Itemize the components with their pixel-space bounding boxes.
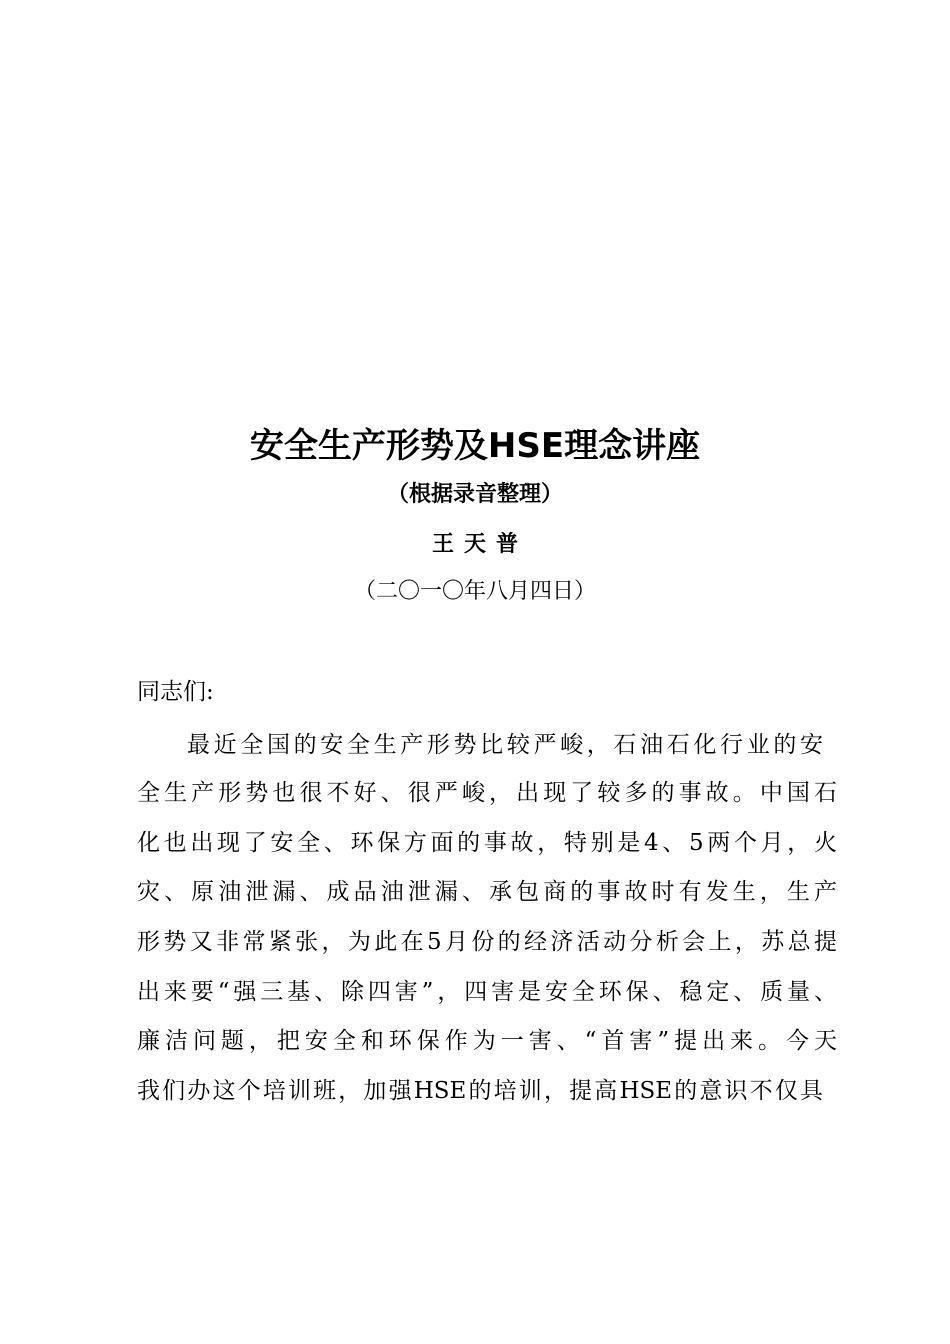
body-line: 廉洁问题，把安全和环保作为一害、“首害”提出来。今天 <box>137 1028 837 1054</box>
body-line: 全生产形势也很不好、很严峻，出现了较多的事故。中国石 <box>137 780 837 806</box>
body-line: 最近全国的安全生产形势比较严峻，石油石化行业的安 <box>187 732 823 758</box>
body-line: 化也出现了安全、环保方面的事故，特别是4、5两个月，火 <box>137 830 837 856</box>
body-line: 灾、原油泄漏、成品油泄漏、承包商的事故时有发生，生产 <box>137 879 837 905</box>
greeting: 同志们: <box>137 679 214 705</box>
document-title: 安全生产形势及HSE理念讲座 <box>249 426 701 466</box>
document-date: （二〇一〇年八月四日） <box>353 579 596 604</box>
body-line: 出来要“强三基、除四害”，四害是安全环保、稳定、质量、 <box>137 979 837 1005</box>
document-subtitle: （根据录音整理） <box>386 481 563 507</box>
body-line: 形势又非常紧张，为此在5月份的经济活动分析会上，苏总提 <box>137 929 837 955</box>
body-line: 我们办这个培训班，加强HSE的培训，提高HSE的意识不仅具 <box>137 1078 823 1104</box>
document-author: 王天普 <box>431 531 528 557</box>
